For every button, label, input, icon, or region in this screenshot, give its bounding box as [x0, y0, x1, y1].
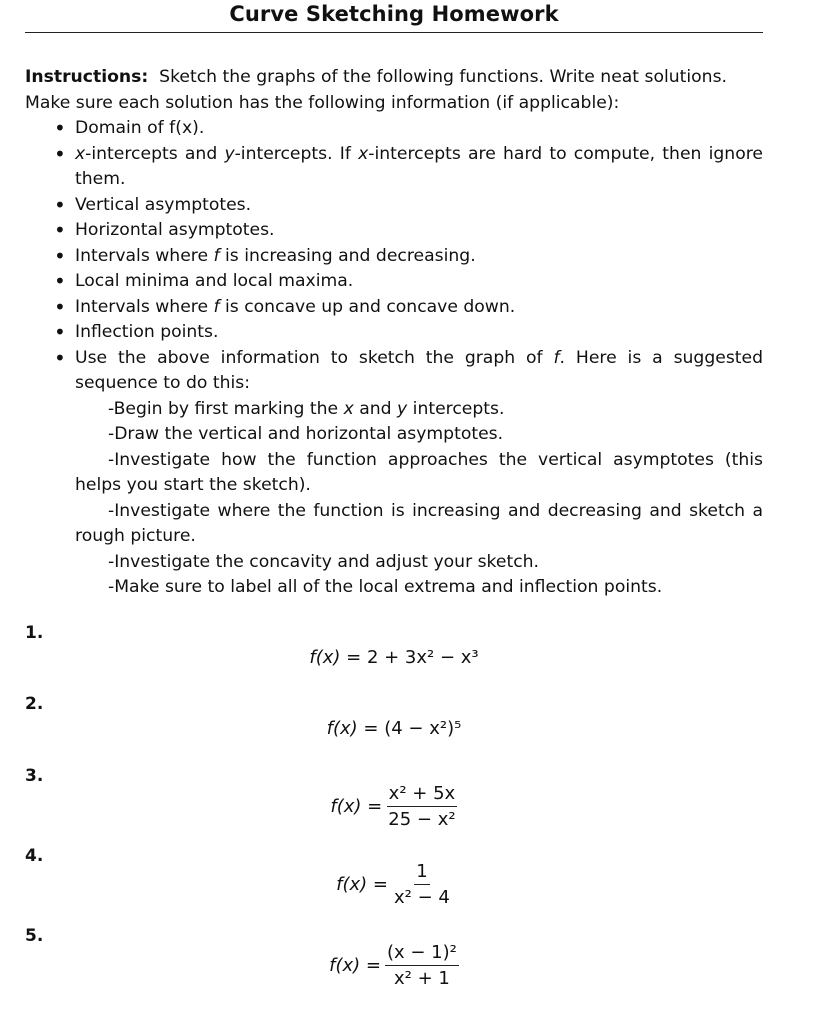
list-item: • Domain of f(x). — [25, 116, 763, 142]
list-item: • Vertical asymptotes. — [25, 193, 763, 219]
problem-2-number: 2. — [25, 694, 44, 714]
problem-5-equation: f(x) = $\frac{\text{(x − 1)²}}{\text{x² + 1}}$ — [329, 942, 457, 989]
step-item: -Make sure to label all of the local extrema and inflection points. — [108, 577, 663, 597]
instructions-lead — [25, 65, 763, 91]
page-title: Curve Sketching Homework — [229, 2, 559, 26]
fraction: $\frac{1}{\text{x² − 4}}$ — [393, 861, 450, 908]
instructions-text-1: Sketch the graphs of the following functions. Write neat solutions. — [159, 67, 727, 87]
list-item: • Inflection points. — [25, 320, 763, 346]
step-item: -Investigate the concavity and adjust your sketch. — [108, 551, 540, 572]
list-item: • Use the above information to sketch the graph of f. Here is a suggested sequence to do this: — [25, 346, 763, 397]
list-item: • Intervals where f is concave up and concave down. — [25, 295, 763, 321]
list-item: • x-intercepts and y-intercepts. If x-intercepts are hard to compute, then ignore them. — [25, 142, 763, 193]
fraction: $\frac{\text{(x − 1)²}}{\text{x² + 1}}$ — [386, 942, 457, 989]
problem-1-equation: f(x) = 2 + 3x² − x³ — [309, 647, 479, 668]
problem-4-equation: f(x) = $\frac{1}{\text{x² − 4}}$ — [336, 861, 450, 908]
problem-4-number: 4. — [25, 846, 44, 866]
problem-2-equation: f(x) = (4 − x²)⁵ — [326, 718, 462, 739]
instructions-text-2: Make sure each solution has the following information (if applicable): — [25, 92, 620, 113]
instructions-block — [25, 65, 763, 601]
problem-3-number: 3. — [25, 766, 44, 786]
list-item: • Local minima and local maxima. — [25, 269, 763, 295]
title-divider — [25, 32, 763, 33]
fraction: $\frac{\text{x² + 5x}}{\text{25 − x²}}$ — [388, 783, 456, 830]
step-item: -Draw the vertical and horizontal asymptotes. — [108, 424, 504, 444]
problem-1-number: 1. — [25, 623, 44, 643]
step-item: -Investigate where the function is increasing and decreasing and sketch a rough picture. — [75, 500, 763, 546]
step-item: -Investigate how the function approaches the vertical asymptotes (this helps you start the sketch). — [75, 449, 763, 495]
suggested-steps — [25, 397, 763, 601]
requirements-list — [25, 116, 763, 397]
problem-5-number: 5. — [25, 926, 44, 946]
list-item: • Intervals where f is increasing and decreasing. — [25, 244, 763, 270]
step-item: -Begin by first marking the x and y intercepts. — [108, 398, 505, 419]
problem-3-equation: f(x) = $\frac{\text{x² + 5x}}{\text{25 − x²}}$ — [330, 783, 456, 830]
instructions-label: Instructions: — [25, 67, 149, 87]
list-item: • Horizontal asymptotes. — [25, 218, 763, 244]
